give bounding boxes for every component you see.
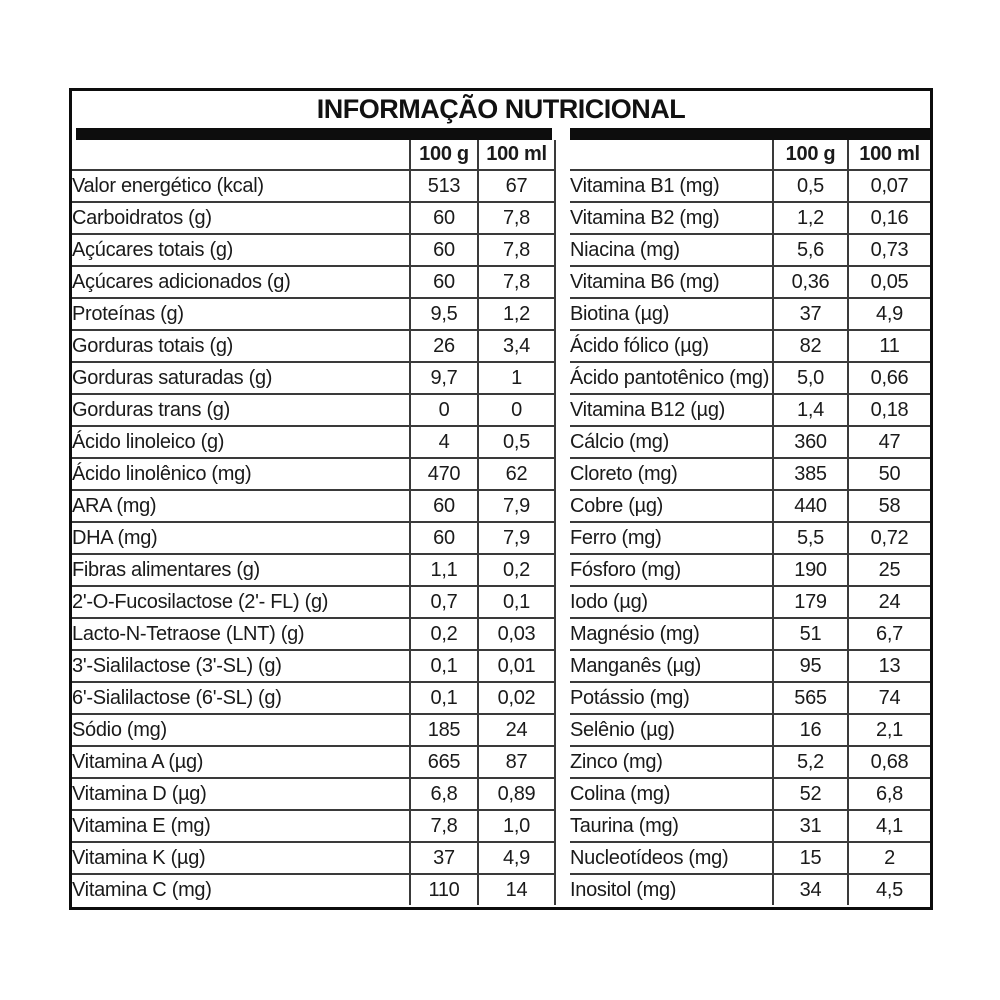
table-row	[570, 170, 930, 202]
nutrient-label: Ácido fólico (µg)	[570, 330, 773, 362]
table-row	[570, 746, 930, 778]
value-100g: 60	[410, 490, 478, 522]
value-100ml: 24	[478, 714, 555, 746]
value-100ml: 58	[848, 490, 930, 522]
value-100ml: 7,9	[478, 522, 555, 554]
nutrition-table-left	[72, 140, 556, 905]
nutrient-label: Vitamina B12 (µg)	[570, 394, 773, 426]
value-100g: 470	[410, 458, 478, 490]
value-100g: 0,5	[773, 170, 848, 202]
column-header-empty	[570, 140, 773, 170]
nutrient-label: Ácido linoleico (g)	[72, 426, 410, 458]
value-100g: 9,5	[410, 298, 478, 330]
nutrient-label: Selênio (µg)	[570, 714, 773, 746]
table-row	[72, 170, 555, 202]
value-100ml: 0,89	[478, 778, 555, 810]
column-header-row	[72, 140, 555, 170]
nutrient-label: Açúcares adicionados (g)	[72, 266, 410, 298]
nutrient-label: 3'-Sialilactose (3'-SL) (g)	[72, 650, 410, 682]
table-row	[72, 458, 555, 490]
value-100ml: 0,73	[848, 234, 930, 266]
table-row	[570, 778, 930, 810]
nutrient-label: Vitamina E (mg)	[72, 810, 410, 842]
nutrient-label: Iodo (µg)	[570, 586, 773, 618]
value-100g: 4	[410, 426, 478, 458]
value-100g: 440	[773, 490, 848, 522]
value-100g: 16	[773, 714, 848, 746]
value-100g: 60	[410, 522, 478, 554]
value-100ml: 7,8	[478, 234, 555, 266]
value-100g: 52	[773, 778, 848, 810]
table-row	[570, 426, 930, 458]
table-row	[72, 810, 555, 842]
nutrient-label: Cálcio (mg)	[570, 426, 773, 458]
table-row	[570, 650, 930, 682]
nutrient-label: Potássio (mg)	[570, 682, 773, 714]
table-row	[72, 746, 555, 778]
nutrient-label: Biotina (µg)	[570, 298, 773, 330]
nutrition-facts-panel	[69, 88, 933, 910]
nutrient-label: Inositol (mg)	[570, 878, 677, 901]
value-100g: 5,0	[773, 362, 848, 394]
value-100ml: 74	[848, 682, 930, 714]
value-100g: 6,8	[410, 778, 478, 810]
nutrient-label: Taurina (mg)	[570, 810, 773, 842]
value-100g: 5,5	[773, 522, 848, 554]
table-row	[72, 362, 555, 394]
value-100g: 110	[410, 874, 478, 905]
value-100ml: 7,8	[478, 266, 555, 298]
table-row	[72, 650, 555, 682]
value-100ml: 0,03	[478, 618, 555, 650]
value-100g: 26	[410, 330, 478, 362]
nutrient-label: Nucleotídeos (mg)	[570, 842, 773, 874]
column-header-100g: 100 g	[773, 140, 848, 170]
table-row	[72, 266, 555, 298]
nutrient-label: DHA (mg)	[72, 522, 410, 554]
nutrient-label: Colina (mg)	[570, 778, 773, 810]
value-100g: 360	[773, 426, 848, 458]
value-100g: 1,2	[773, 202, 848, 234]
nutrient-label: Zinco (mg)	[570, 746, 773, 778]
value-100ml: 3,4	[478, 330, 555, 362]
nutrient-label: Vitamina B6 (mg)	[570, 266, 773, 298]
value-100ml: 4,9	[848, 298, 930, 330]
table-row	[72, 778, 555, 810]
value-100g: 0,36	[773, 266, 848, 298]
table-row	[72, 394, 555, 426]
nutrient-label: Ferro (mg)	[570, 522, 773, 554]
value-100g: 5,6	[773, 234, 848, 266]
table-row	[72, 874, 555, 905]
table-row	[570, 682, 930, 714]
column-header-100ml: 100 ml	[478, 140, 555, 170]
value-100g: 15	[773, 842, 848, 874]
value-100g: 665	[410, 746, 478, 778]
value-100g: 0,2	[410, 618, 478, 650]
table-row	[570, 394, 930, 426]
value-100ml: 4,5	[848, 874, 930, 905]
value-100ml: 6,8	[848, 778, 930, 810]
value-100g: 37	[773, 298, 848, 330]
column-header-100ml: 100 ml	[848, 140, 930, 170]
nutrient-label: Vitamina B1 (mg)	[570, 170, 773, 202]
value-100ml: 1	[478, 362, 555, 394]
table-row	[570, 874, 930, 905]
value-100g: 34	[773, 874, 848, 905]
right-table-column	[570, 128, 930, 905]
value-100ml: 6,7	[848, 618, 930, 650]
nutrient-label: 6'-Sialilactose (6'-SL) (g)	[72, 682, 410, 714]
value-100ml: 4,1	[848, 810, 930, 842]
value-100ml: 47	[848, 426, 930, 458]
nutrient-label: Ácido pantotênico (mg)	[570, 362, 773, 394]
nutrient-label: Niacina (mg)	[570, 234, 773, 266]
value-100ml: 87	[478, 746, 555, 778]
table-row	[72, 298, 555, 330]
nutrient-label: Cobre (µg)	[570, 490, 773, 522]
table-row	[570, 842, 930, 874]
value-100ml: 0,1	[478, 586, 555, 618]
value-100ml: 62	[478, 458, 555, 490]
value-100g: 95	[773, 650, 848, 682]
nutrient-label: Açúcares totais (g)	[72, 234, 410, 266]
nutrient-label: 2'-O-Fucosilactose (2'- FL) (g)	[72, 586, 410, 618]
table-row	[72, 682, 555, 714]
value-100ml: 0,18	[848, 394, 930, 426]
value-100g: 0	[410, 394, 478, 426]
nutrient-label: Vitamina D (µg)	[72, 778, 410, 810]
value-100g: 1,1	[410, 554, 478, 586]
table-row	[570, 554, 930, 586]
table-row	[72, 586, 555, 618]
value-100ml: 4,9	[478, 842, 555, 874]
nutrient-label: Gorduras trans (g)	[72, 394, 410, 426]
value-100g: 190	[773, 554, 848, 586]
nutrient-label: Vitamina C (mg)	[72, 878, 212, 901]
value-100ml: 14	[478, 874, 555, 905]
nutrient-label: Lacto-N-Tetraose (LNT) (g)	[72, 618, 410, 650]
table-row	[570, 522, 930, 554]
value-100ml: 0,16	[848, 202, 930, 234]
table-row	[72, 714, 555, 746]
value-100g: 0,1	[410, 650, 478, 682]
panel-title: INFORMAÇÃO NUTRICIONAL	[316, 94, 686, 124]
nutrient-label: Sódio (mg)	[72, 714, 410, 746]
nutrient-label: Vitamina A (µg)	[72, 746, 410, 778]
table-row	[570, 714, 930, 746]
table-row	[570, 298, 930, 330]
value-100g: 60	[410, 266, 478, 298]
table-row	[570, 202, 930, 234]
nutrient-label: Gorduras saturadas (g)	[72, 362, 410, 394]
value-100g: 0,1	[410, 682, 478, 714]
value-100ml: 0,05	[848, 266, 930, 298]
value-100ml: 67	[478, 170, 555, 202]
nutrient-label: Gorduras totais (g)	[72, 330, 410, 362]
nutrient-label: Carboidratos (g)	[72, 202, 410, 234]
table-row	[72, 554, 555, 586]
value-100ml: 0,07	[848, 170, 930, 202]
value-100g: 7,8	[410, 810, 478, 842]
value-100ml: 11	[848, 330, 930, 362]
table-row	[570, 490, 930, 522]
value-100ml: 0,02	[478, 682, 555, 714]
value-100g: 31	[773, 810, 848, 842]
nutrient-label: Ácido linolênico (mg)	[72, 458, 410, 490]
value-100g: 513	[410, 170, 478, 202]
nutrient-label: Cloreto (mg)	[570, 458, 773, 490]
table-row	[570, 266, 930, 298]
value-100g: 37	[410, 842, 478, 874]
value-100ml: 0	[478, 394, 555, 426]
value-100ml: 0,66	[848, 362, 930, 394]
column-header-row	[570, 140, 930, 170]
nutrition-table-right	[570, 140, 930, 905]
header-bar-left	[76, 128, 552, 140]
value-100ml: 13	[848, 650, 930, 682]
value-100g: 1,4	[773, 394, 848, 426]
value-100g: 51	[773, 618, 848, 650]
value-100ml: 7,9	[478, 490, 555, 522]
nutrient-label: Manganês (µg)	[570, 650, 773, 682]
table-row	[72, 618, 555, 650]
table-row	[72, 202, 555, 234]
value-100ml: 25	[848, 554, 930, 586]
value-100ml: 2,1	[848, 714, 930, 746]
value-100g: 385	[773, 458, 848, 490]
nutrient-label: Fibras alimentares (g)	[72, 554, 410, 586]
header-bar-right	[570, 128, 930, 140]
value-100g: 179	[773, 586, 848, 618]
table-row	[570, 234, 930, 266]
table-row	[72, 426, 555, 458]
column-header-empty	[72, 140, 410, 170]
value-100ml: 24	[848, 586, 930, 618]
table-row	[72, 490, 555, 522]
value-100ml: 0,01	[478, 650, 555, 682]
value-100ml: 50	[848, 458, 930, 490]
table-row	[72, 842, 555, 874]
nutrient-label: Vitamina K (µg)	[72, 842, 410, 874]
table-row	[570, 362, 930, 394]
value-100ml: 2	[848, 842, 930, 874]
column-header-100g: 100 g	[410, 140, 478, 170]
tables-container	[72, 128, 930, 905]
value-100g: 5,2	[773, 746, 848, 778]
table-row	[72, 522, 555, 554]
table-row	[72, 234, 555, 266]
value-100ml: 0,5	[478, 426, 555, 458]
value-100ml: 0,2	[478, 554, 555, 586]
table-row	[570, 458, 930, 490]
value-100g: 185	[410, 714, 478, 746]
value-100ml: 0,68	[848, 746, 930, 778]
table-row	[72, 330, 555, 362]
value-100g: 0,7	[410, 586, 478, 618]
value-100ml: 7,8	[478, 202, 555, 234]
table-row	[570, 810, 930, 842]
value-100g: 82	[773, 330, 848, 362]
value-100g: 60	[410, 234, 478, 266]
nutrient-label: Proteínas (g)	[72, 298, 410, 330]
value-100ml: 0,72	[848, 522, 930, 554]
value-100g: 60	[410, 202, 478, 234]
nutrient-label: ARA (mg)	[72, 490, 410, 522]
value-100ml: 1,2	[478, 298, 555, 330]
table-row	[570, 618, 930, 650]
value-100g: 565	[773, 682, 848, 714]
value-100g: 9,7	[410, 362, 478, 394]
table-row	[570, 330, 930, 362]
nutrient-label: Valor energético (kcal)	[72, 170, 410, 202]
nutrient-label: Fósforo (mg)	[570, 554, 773, 586]
table-row	[570, 586, 930, 618]
nutrient-label: Magnésio (mg)	[570, 618, 773, 650]
left-table-column	[72, 128, 555, 905]
nutrient-label: Vitamina B2 (mg)	[570, 202, 773, 234]
value-100ml: 1,0	[478, 810, 555, 842]
